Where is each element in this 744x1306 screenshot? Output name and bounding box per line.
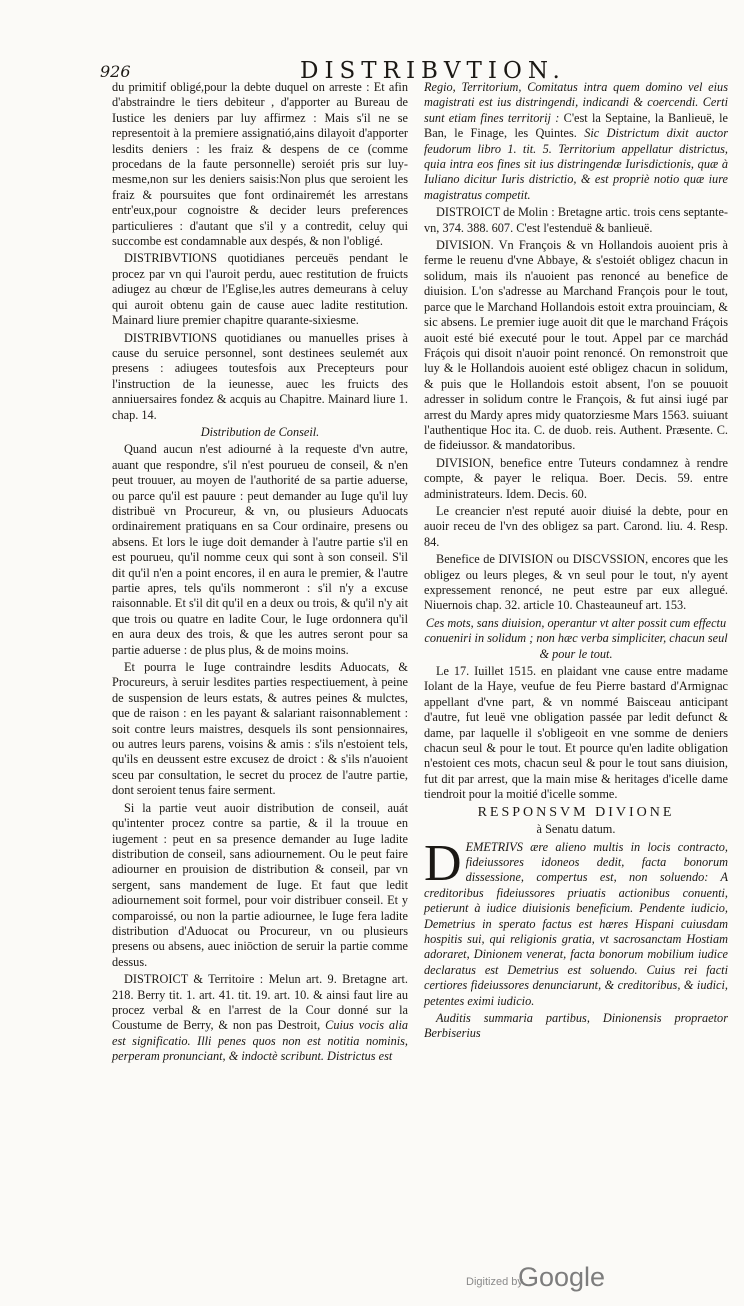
latin-run: Sic Districtum dixit auctor feudorum libro 1. tit. 5. Territorium appellatur districtus, quia intra eos fines sit ius distringendæ Iurisdictionis, quæ à Iuliano dicitur Iuris districtio, & est propriè notio quæ iure magistratus competit.	[424, 126, 728, 202]
paragraph: DIVISION. Vn François & vn Hollandois auoient pris à ferme le reuenu d'vne Abbaye, & s'estoiét obligez chacun in solidum, mais ils n'auoient pas renoncé au benefice de diuision. L'on s'adresse au Marchand François pour le tout, parce que le Marchand Hollandois estoit extra prouinciam, & sic absens. Le premier iuge auoit dit que le marchand Fráçois auoit esté bié executé pour le tout. Appel par ce marchád Fráçois qui disoit n'auoir point renoncé. On remonstroit que luy & le Hollandois auoient esté obligez chacun in solidum, & puis que le Hollandois estoit absent, l'on se pouuoit adresser in solidum contre le François, & fut ainsi iugé par arrest du Mardy apres midy quatorziesme Mars 1563. suiuant l'authentique Hoc ita. C. de duob. reis. Authent. Præsente. C. de fideiussor. & mandatoribus.	[424, 238, 728, 453]
text-run: C'est la Septaine, la Banlieuë, le Ban, le Finage, les Quintes.	[424, 110, 728, 141]
responsum-title: RESPONSVM DIVIONE	[477, 804, 675, 820]
responsum-body	[424, 834, 728, 1009]
paragraph	[112, 972, 408, 1064]
paragraph	[424, 80, 728, 203]
digitized-watermark	[466, 1262, 726, 1296]
paragraph: Le 17. Iuillet 1515. en plaidant vne cause entre madame Iolant de la Haye, veufue de feu Pierre bastard d'Armignac appellant d'vne part, & vn nommé Baisceau anticipant d'autre, fut leuë vne obligation passée par ledit defunct & dame, par laquelle il s'obligeoit en vne somme de deniers chacun seul & pour le tout. Et pource qu'en ladite obligation n'estoient ces mots, chacun seul & pour le tout sans diuision, fut dit par arrest, que la main mise & heritages d'icelle dame tiendroit pour la moitié d'icelle somme.	[424, 664, 728, 802]
quoted-maxim: Ces mots, sans diuision, operantur vt alter possit cum effectu conueniri in solidum ; non hæc verba simpliciter, chacun seul & pour le tout.	[424, 615, 728, 661]
latin-run: Regio, Territorium, Comitatus intra quem domino vel eius magistrati est ius distringendi, indicandi & coercendi. Certi sunt etiam fines territorij :	[424, 80, 728, 125]
paragraph: DISTRIBVTIONS quotidianes ou manuelles prises à cause du seruice personnel, sont destinees seulemét aux presens : adiugees toutesfois aux Precepteurs pour l'instruction de la ieunesse, auec les fruicts des anniuersaires fondez & acquis au Chapitre. Mainard liure 1. chap. 14.	[112, 330, 408, 422]
left-column	[112, 80, 408, 1067]
text-run: DISTROICT & Territoire : Melun art. 9. Bretagne art. 218. Berry tit. 1. art. 41. tit. 19. art. 10. & ainsi faut lire au procez verbal & en l'arrest de la Cour donné sur la Coustume de Berry, & non pas Destroit,	[112, 972, 408, 1033]
section-heading: Distribution de Conseil.	[200, 424, 320, 439]
paragraph: du primitif obligé,pour la debte duquel on arreste : Et afin d'abstraindre le tiers debiteur , d'apporter au Bureau de Iustice les deniers par luy affirmez : Mais s'il ne se representoit à la premiere assignatió,ains dilayoit d'apporter lesdits deniers : les fraiz & despens de ce (comme procedans de la faute personnelle) seroiét pris sur luy-mesme,non sur les deniers saisis:Non plus que seroient les fraiz & poursuites que font ordinairemét les arrestans entr'eux,pour cognoistre & decider leurs preferences particulieres : d'autant que s'il y a contredit, celuy qui succombe est condamnable aux despés, & non l'obligé.	[112, 80, 408, 249]
paragraph: Si la partie veut auoir distribution de conseil, auát qu'intenter procez contre sa partie, & il la trouue en iugement : peut en sa presence demander au Iuge ladite distribution de conseil, sans adiournement. Ou le peut faire adiourner en prouision de distribution & conseil, par vn sergent, sans mandement de Iuge. Et faut que ledit adiournement soit formel, pour voir distribuer conseil. Et y comparoissé, ou non la partie adiournee, le Iuge fera ladite distribution d'Aduocat ou Procureur, vn ou plusieurs presens ou absens, auec iniōction de seruir la partie comme dessus.	[112, 800, 408, 969]
paragraph: DISTRIBVTIONS quotidianes perceuës pendant le procez par vn qui l'auroit perdu, auec restitution de fruicts adiugez au chœur de l'Eglise,les autres demeurans à celuy qui auroit obtenu gain de cause auec ladite restitution. Mainard liure premier chapitre quarante-sixiesme.	[112, 251, 408, 328]
paragraph: Benefice de DIVISION ou DISCVSSION, encores que les obligez ou leurs pleges, & vn seul pour le tout, n'y ayent expressement renoncé, ne peut estre par eux allegué. Niuernois chap. 32. article 10. Chasteauneuf art. 153.	[424, 552, 728, 613]
latin-run: Cuius vocis alia est significatio. Illi penes quos non est notitia nominis, perperam pronunciant, & indoctè scribunt. Districtus est	[112, 1018, 409, 1064]
digitized-by-label: Digitized by	[466, 1276, 523, 1288]
responsum-subtitle: à Senatu datum.	[536, 822, 616, 837]
paragraph: DIVISION, benefice entre Tuteurs condamnez à rendre compte, & payer le reliqua. Boer. Decis. 59. entre administrateurs. Idem. Decis. 60.	[424, 455, 728, 501]
running-title: DISTRIBVTION.	[300, 58, 566, 84]
google-logo: Google	[518, 1262, 606, 1292]
drop-cap: D	[424, 834, 462, 892]
paragraph: Le creancier n'est reputé auoir diuisé la debte, pour en auoir receu de l'vn des obligez sa part. Carond. liu. 4. Resp. 84.	[424, 503, 728, 549]
page-number: 926	[100, 62, 131, 81]
paragraph: Auditis summaria partibus, Dinionensis propraetor Berbiserius	[424, 1010, 728, 1041]
paragraph: EMETRIVS ære alieno multis in locis contracto, fideiussores idoneos dedit, facta bonorum dissessione, compertus est, non soluendo: A creditoribus fideiussores priuatis actionibus conuenti, petierunt à iudice diuisionis beneficium. Pendente iudicio, Demetrius in sperato factus est hæres Hispani cuiusdam hospitis sui, qui religionis gratia, vt sacrosanctam Hostiam adoraret, Dinionem venerat, facta bonorum mobilium iudice declaratus est Demetrius est soluendo. Cuius rei facti certiores fideiussores denunciarunt, & creditoribus, & iudici, petentes eximi iudicio.	[424, 839, 728, 1008]
paragraph: Et pourra le Iuge contraindre lesdits Aduocats, & Procureurs, à seruir lesdites parties respectiuement, à peine de suspension de leurs estats, & autres peines & mulctes, que de raison : en les payant & salariant raisonnablement : soit contre leurs maistres, desquels ils sont pensionnaires, ou autres leurs parens, voisins & amis : s'ils n'estoient tels, qu'ils en deussent estre excusez de droict : & s'ils n'auoient sceu par consultation, le secret du procez de l'autre partie, dont seroient tenus faire serment.	[112, 660, 408, 798]
paragraph: DISTROICT de Molin : Bretagne artic. trois cens septante-vn, 374. 388. 607. C'est l'estenduë & banlieuë.	[424, 205, 728, 235]
paragraph: Quand aucun n'est adiourné à la requeste d'vn autre, auant que respondre, s'il n'est pourueu de conseil, & n'en peut trouuer, au moyen de l'authorité de sa partie aduerse, ou parce qu'il est pauure : peut demander au Iuge qu'il luy distribuë vn Procureur, & vn, ou plusieurs Aduocats ordinairement pratiquans en sa Cour ordinaire, presens ou absens. Et lors le iuge doit demander à l'autre partie s'il en est pourueu, qu'il nomme ceux qui sont à son conseil. S'il dit qu'il n'en a point encores, il en aura le premier, & l'autre partie apres, tels qu'ils nommeront : s'il n'y a excuse raisonnable. Et s'il dit qu'il en a deux ou trois, & qu'il n'y ait que trois ou quatre en ladite Cour, le Iuge ordonnera qu'il en aura deux des trois, & que les autres seront pour sa partie aduerse : de plus plus, & de moins moins.	[112, 442, 408, 657]
right-column	[424, 80, 728, 1044]
